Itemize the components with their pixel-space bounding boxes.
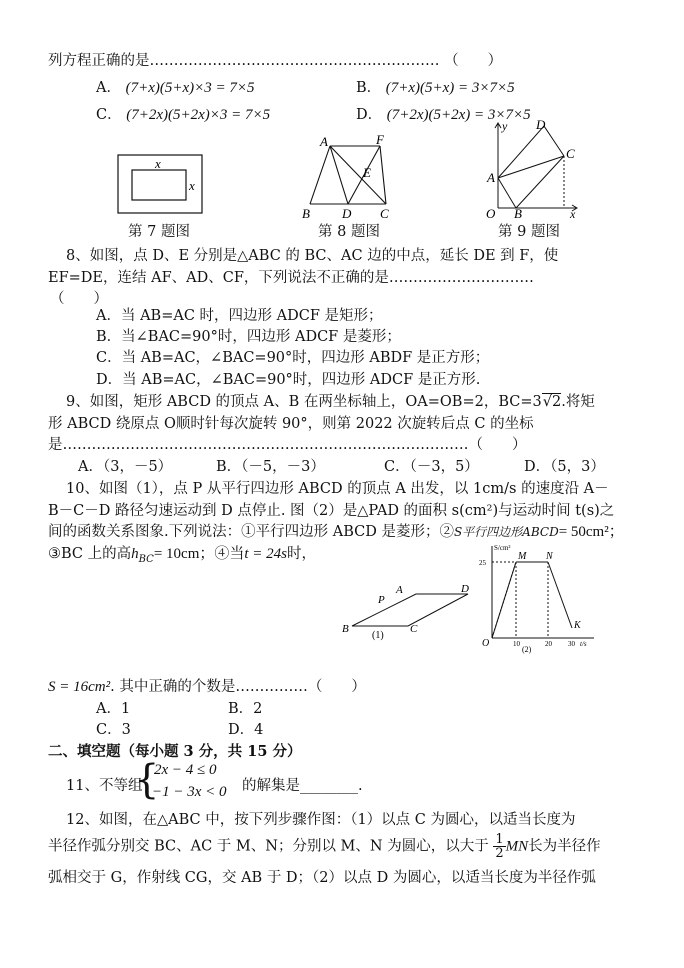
fig7-label-x-right: x (189, 178, 195, 193)
q12-line3: 弧相交于 G，作射线 CG，交 AB 于 D；（2）以点 D 为圆心，以适当长度为半径作弧 (48, 870, 596, 886)
fig8-label-e: E (363, 165, 371, 180)
q10-fig1-label-b: B (342, 623, 349, 635)
fig9-label-c: C (566, 146, 575, 161)
fig9-label-b: B (514, 206, 522, 221)
q9-line2: 形 ABCD 绕原点 O顺时针每次旋转 90°，则第 2022 次旋转后点 C 的坐标 (48, 416, 534, 432)
q10-fig2-tick-10: 10 (513, 640, 520, 648)
q10-fig2-label-m: M (518, 551, 527, 562)
q7-answer-paren: …………………………………………………… （ ） (149, 53, 503, 69)
fig9-label-d: D (536, 118, 546, 132)
q10-fig1-caption: (1) (372, 630, 384, 641)
q9-option-b: B．（－5，－3） (216, 459, 325, 475)
fig8-label-b: B (302, 206, 310, 221)
fig9-label-a: A (487, 170, 495, 185)
q12-line1: 12、如图，在△ABC 中，按下列步骤作图：（1）以点 C 为圆心，以适当长度为 (66, 812, 576, 828)
q10-figure-2 (476, 540, 602, 654)
option-expr: (7+2x)(5+2x) = 3×7×5 (386, 107, 531, 123)
q7-option-c (96, 103, 270, 124)
figure-9 (478, 118, 584, 222)
q12-fraction (493, 833, 505, 860)
option-expr: (7+2x)(5+2x)×3 = 7×5 (126, 107, 271, 123)
q10-s-value: S = 16cm² (48, 679, 111, 695)
q10-fig2-label-o: O (482, 638, 490, 649)
q10-h-sub: BC (138, 553, 154, 565)
q10-fig2-tick-25: 25 (479, 559, 486, 567)
fig8-label-d: D (342, 206, 352, 221)
q10-fig1-label-d: D (461, 583, 469, 595)
option-label: C． (96, 107, 122, 123)
q10-option-a: A．1 (96, 701, 131, 717)
q9-sqrt-value: 2 (551, 394, 562, 410)
section-2-heading: 二、填空题（每小题 3 分，共 15 分） (48, 743, 302, 760)
q9-option-c: C．（－3，5） (384, 459, 479, 475)
q12-line2-tail: 长为半径作 (528, 838, 601, 855)
figure-7 (115, 150, 207, 218)
fig8-label-f: F (376, 132, 384, 147)
q8-option-d: D．当 AB=AC，∠BAC=90°时，四边形 ADCF 是正方形. (96, 372, 481, 388)
q10-option-b: B．2 (228, 701, 263, 717)
q10-area-value: = 50cm²； (558, 524, 624, 540)
q10-fig2-tick-20: 20 (545, 640, 552, 648)
q10-parallelogram-area-symbol: S平行四边形ABCD (453, 525, 559, 539)
q12-line2 (48, 833, 601, 860)
option-label: A． (96, 80, 121, 96)
q10-line2: B－C－D 路径匀速运动到 D 点停止. 图（2）是△PAD 的面积 s(cm²)与运动时间 t(s)之 (48, 503, 615, 519)
q10-figure-1 (338, 576, 478, 642)
q11-prefix: 11、不等组 (66, 778, 143, 794)
q8-option-b: B．当∠BAC=90°时，四边形 ADCF 是菱形； (96, 329, 401, 345)
q12-frac-num: 1 (495, 832, 504, 847)
q10-line3 (48, 520, 624, 541)
q9-line1-text: 9、如图，矩形 ABCD 的顶点 A、B 在两坐标轴上，OA=OB=2，BC=3 (66, 394, 542, 410)
fig8-label-a: A (320, 134, 328, 149)
q10-line3-text: 间的函数关系图象.下列说法：①平行四边形 ABCD 是菱形；② (48, 524, 454, 540)
q10-line4-text: ③BC 上的高 (48, 546, 132, 562)
q10-time-value: t = 24s (244, 546, 288, 562)
option-expr: (7+x)(5+x)×3 = 7×5 (125, 80, 255, 96)
fig9-label-x: x (570, 207, 576, 221)
q9-option-a: A．（3，－5） (78, 459, 173, 475)
q8-line2: EF=DE，连结 AF、AD、CF，下列说法不正确的是………………………… (48, 270, 534, 286)
option-label: D． (356, 107, 383, 123)
q10-line4 (48, 542, 316, 565)
q9-line3: 是…………………………………………………………………………（ ） (48, 437, 527, 453)
q7-option-a (96, 76, 255, 97)
q10-fig2-tick-30: 30 (568, 640, 575, 648)
figure-8 (296, 132, 400, 222)
q9-sqrt: √2 (542, 394, 562, 410)
q10-fig2-axis-t: t/s (580, 640, 587, 648)
fig7-caption: 第 7 题图 (128, 224, 190, 240)
q7-stem-text: 列方程正确的是 (48, 53, 150, 69)
q10-h-symbol: h (131, 546, 139, 562)
q11-suffix: 的解集是________. (242, 778, 363, 794)
q7-option-b (356, 76, 515, 97)
q10-fig2-label-n: N (546, 551, 553, 562)
q9-line1 (66, 390, 595, 411)
q10-line5-text: . 其中正确的个数是……………（ ） (110, 679, 366, 695)
q10-line4-tail: 时， (287, 546, 317, 562)
fig9-caption: 第 9 题图 (498, 224, 560, 240)
q10-option-d: D．4 (228, 722, 264, 738)
fig7-label-x-top: x (155, 156, 161, 171)
q12-frac-den: 2 (495, 846, 504, 861)
q12-mn: MN (505, 838, 529, 855)
q8-line1: 8、如图，点 D、E 分别是△ABC 的 BC、AC 边的中点，延长 DE 到 F，使 (66, 248, 559, 264)
fig7-inner-rect (132, 170, 186, 200)
q9-line1-tail: .将矩 (561, 394, 595, 410)
q9-option-d: D．（5，3） (524, 459, 605, 475)
q10-fig2-axis-s: S/cm² (494, 544, 511, 552)
q8-option-a: A．当 AB=AC 时，四边形 ADCF 是矩形； (96, 308, 383, 324)
q10-fig1-label-p: P (378, 594, 385, 606)
q10-option-c: C．3 (96, 722, 131, 738)
fig9-label-o: O (486, 206, 496, 221)
fig9-label-y: y (502, 119, 508, 133)
q10-fig2-label-k: K (574, 620, 581, 631)
q10-fig2-caption: (2) (522, 645, 532, 654)
q10-line1: 10、如图（1），点 P 从平行四边形 ABCD 的顶点 A 出发，以 1cm/s 的速度沿 A－ (66, 481, 609, 497)
q10-line5 (48, 675, 366, 696)
q8-option-c: C．当 AB=AC，∠BAC=90°时，四边形 ABDF 是正方形； (96, 350, 490, 366)
q11-brace-icon: { (134, 757, 160, 803)
q11-inequality-1: 2x − 4 ≤ 0 (154, 762, 217, 778)
q7-stem (48, 49, 502, 70)
fig8-caption: 第 8 题图 (318, 224, 380, 240)
q8-answer-paren: （ ） (50, 291, 108, 307)
fig8-label-c: C (380, 206, 389, 221)
option-label: B． (356, 80, 382, 96)
q10-fig1-label-c: C (410, 623, 418, 635)
q11-inequality-2: −1 − 3x < 0 (152, 784, 227, 800)
q10-fig1-label-a: A (396, 584, 403, 596)
q12-line2-text: 半径作弧分别交 BC、AC 于 M、N；分别以 M、N 为圆心，以大于 (48, 838, 489, 855)
option-expr: (7+x)(5+x) = 3×7×5 (385, 80, 515, 96)
q10-height-value: = 10cm；④当 (153, 546, 245, 562)
